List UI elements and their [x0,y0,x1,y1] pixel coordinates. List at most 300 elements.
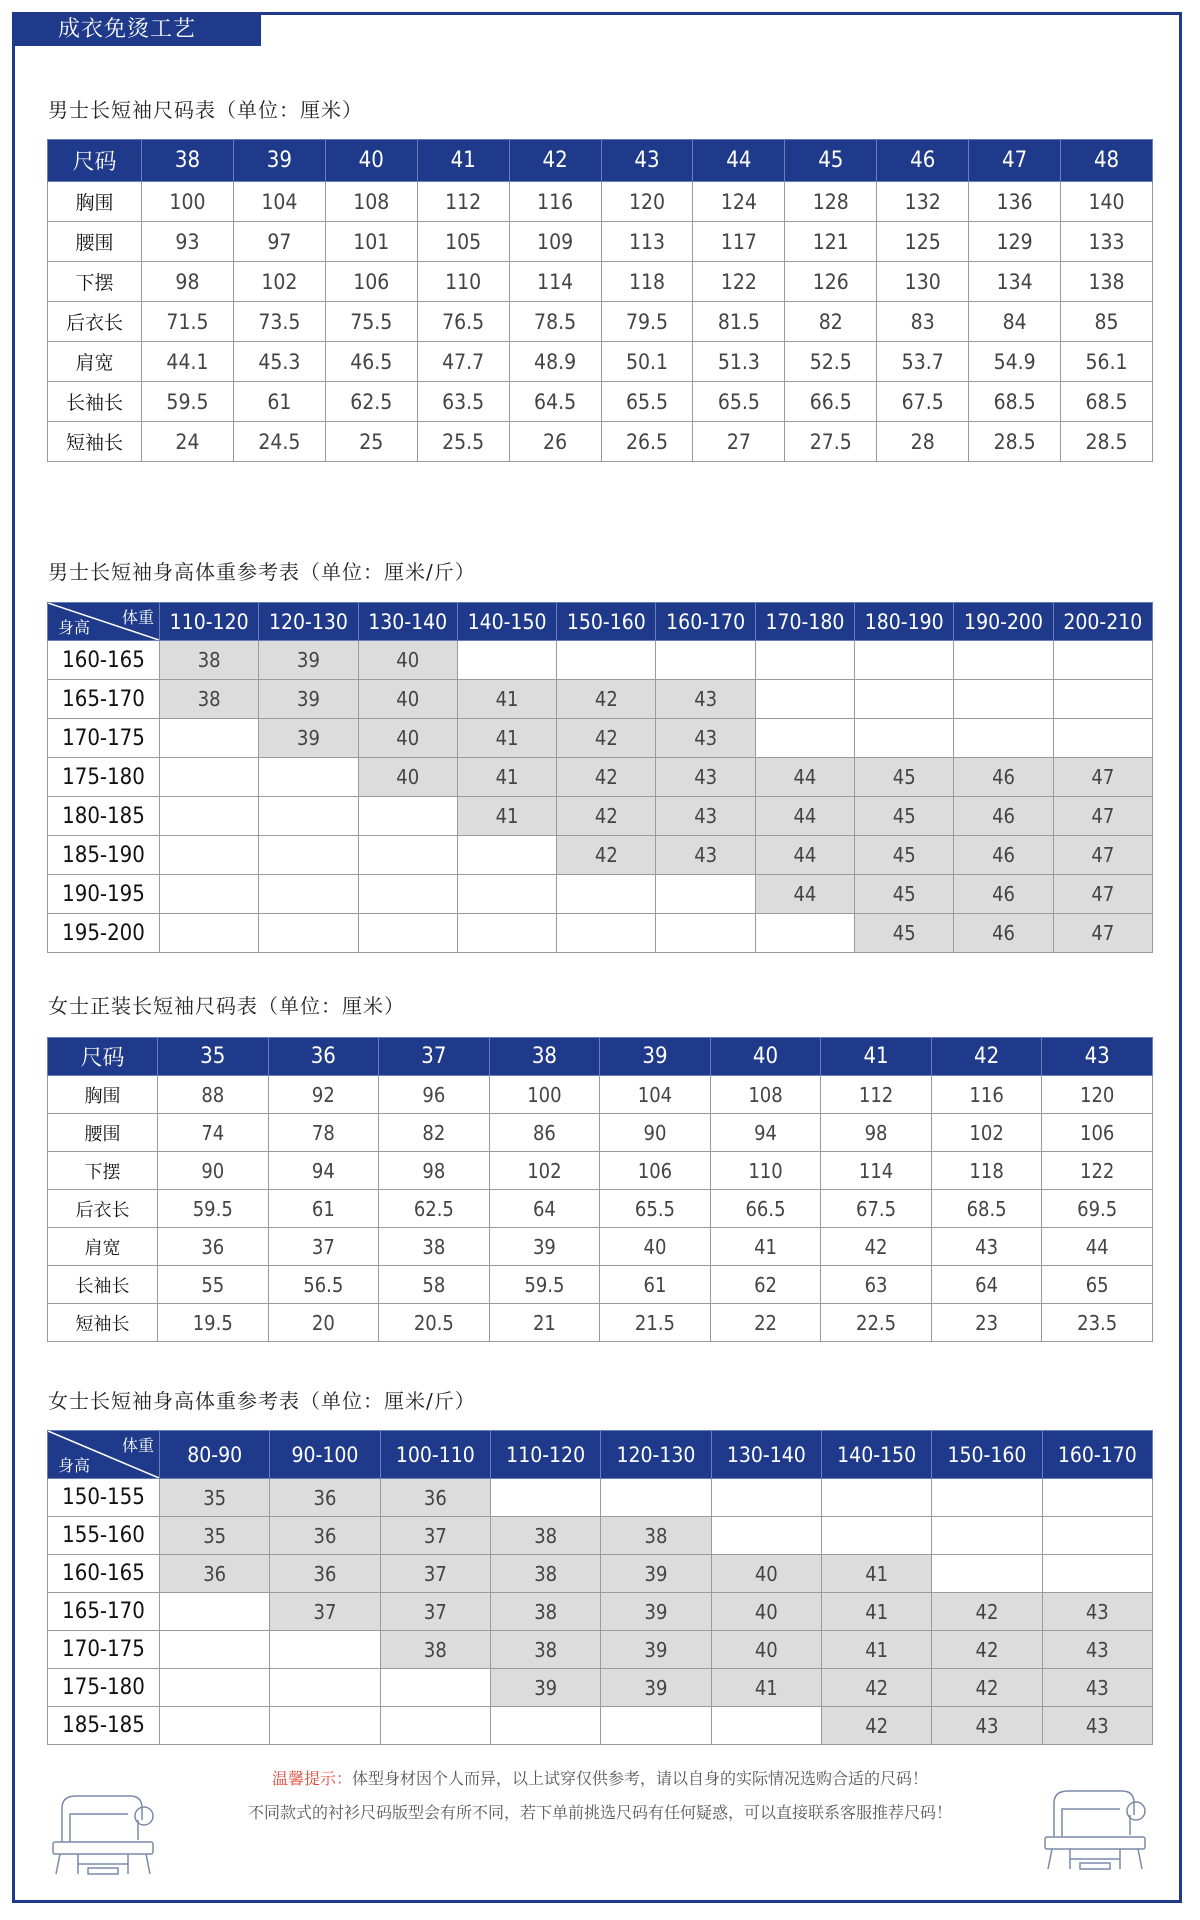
table-cell: 79.5 [601,302,693,342]
height-row-label: 175-180 [48,1669,160,1707]
corner-weight-label: 体重 [121,1436,154,1455]
row-label: 下摆 [48,1152,158,1190]
table-cell: 39 [601,1631,711,1669]
table-cell: 43 [656,680,755,719]
table-cell: 20 [268,1304,379,1342]
table-row [48,262,1153,302]
table-cell: 65.5 [600,1190,711,1228]
table-cell: 42 [821,1669,931,1707]
table-cell [711,1707,821,1745]
weight-column-header: 130-140 [358,603,457,641]
table-cell: 55 [158,1266,269,1304]
table-cell: 27.5 [785,422,877,462]
table-cell [270,1631,380,1669]
table-cell: 40 [358,758,457,797]
table-cell [1053,641,1152,680]
table-cell [1042,1479,1152,1517]
table-cell: 113 [601,222,693,262]
table-cell [755,641,854,680]
table-cell: 21.5 [600,1304,711,1342]
table-cell: 43 [1042,1669,1152,1707]
table-cell: 65 [1042,1266,1153,1304]
table-cell: 58 [379,1266,490,1304]
table-cell: 62 [710,1266,821,1304]
table-cell: 44 [755,836,854,875]
table-cell [656,875,755,914]
row-label: 短袖长 [48,422,142,462]
row-label: 后衣长 [48,302,142,342]
height-row-label: 150-155 [48,1479,160,1517]
table-cell: 105 [417,222,509,262]
table-cell: 138 [1061,262,1153,302]
table-cell [160,914,259,953]
table-cell: 54.9 [969,342,1061,382]
table-cell: 39 [601,1555,711,1593]
table-cell: 24 [142,422,234,462]
table-cell [932,1555,1042,1593]
table-row [48,342,1153,382]
table-cell: 62.5 [325,382,417,422]
table-cell: 43 [656,758,755,797]
table-cell: 47.7 [417,342,509,382]
table-cell: 37 [380,1555,490,1593]
table-cell: 47 [1053,875,1152,914]
row-label: 肩宽 [48,342,142,382]
table-row [48,1669,1153,1707]
table-cell: 67.5 [821,1190,932,1228]
table-cell: 48.9 [509,342,601,382]
men-ref-title: 男士长短袖身高体重参考表（单位：厘米/斤） [48,560,476,584]
table-cell: 102 [931,1114,1042,1152]
table-cell: 20.5 [379,1304,490,1342]
table-cell: 24.5 [233,422,325,462]
table-row [48,680,1153,719]
table-cell: 22 [710,1304,821,1342]
table-cell: 73.5 [233,302,325,342]
table-cell [557,914,656,953]
table-cell: 42 [821,1228,932,1266]
table-cell [711,1517,821,1555]
weight-column-header: 160-170 [1042,1431,1152,1479]
size-column-header: 48 [1061,140,1153,182]
table-cell: 116 [931,1076,1042,1114]
height-row-label: 155-160 [48,1517,160,1555]
table-cell [711,1479,821,1517]
table-cell [160,1707,270,1745]
table-cell [1053,719,1152,758]
row-label: 长袖长 [48,1266,158,1304]
table-cell: 136 [969,182,1061,222]
table-cell: 28.5 [1061,422,1153,462]
table-cell [270,1707,380,1745]
table-row [48,1707,1153,1745]
table-cell [1042,1555,1152,1593]
table-cell: 41 [821,1593,931,1631]
table-cell [457,836,556,875]
table-row [48,222,1153,262]
weight-column-header: 190-200 [954,603,1053,641]
table-cell: 37 [268,1228,379,1266]
table-cell: 63 [821,1266,932,1304]
size-column-header: 43 [601,140,693,182]
table-cell: 64.5 [509,382,601,422]
corner-weight-label: 体重 [121,608,154,627]
table-cell: 41 [457,719,556,758]
table-cell: 104 [600,1076,711,1114]
row-label: 肩宽 [48,1228,158,1266]
size-column-header: 41 [821,1038,932,1076]
table-cell: 21 [489,1304,600,1342]
table-cell: 63.5 [417,382,509,422]
table-cell [259,836,358,875]
table-cell: 42 [932,1593,1042,1631]
size-head-label: 尺码 [48,140,142,182]
size-column-header: 40 [710,1038,821,1076]
table-cell: 38 [490,1555,600,1593]
table-cell: 28 [877,422,969,462]
table-cell: 120 [1042,1076,1153,1114]
height-row-label: 185-190 [48,836,160,875]
table-cell [656,641,755,680]
table-cell [160,875,259,914]
table-cell: 67.5 [877,382,969,422]
table-cell: 134 [969,262,1061,302]
corner-height-label: 身高 [58,1456,91,1475]
table-cell: 41 [457,680,556,719]
note-text-1: 体型身材因个人而异，以上试穿仅供参考，请以自身的实际情况选购合适的尺码！ [352,1769,929,1788]
table-cell: 68.5 [969,382,1061,422]
weight-column-header: 120-130 [259,603,358,641]
table-cell: 46 [954,875,1053,914]
women-size-table [47,1037,1153,1342]
table-cell: 100 [489,1076,600,1114]
weight-column-header: 150-160 [557,603,656,641]
table-cell: 23 [931,1304,1042,1342]
women-ref-table [47,1430,1153,1745]
size-column-header: 40 [325,140,417,182]
weight-column-header: 120-130 [601,1431,711,1479]
size-column-header: 44 [693,140,785,182]
table-cell: 133 [1061,222,1153,262]
table-cell [457,641,556,680]
table-cell: 39 [259,641,358,680]
table-cell: 94 [710,1114,821,1152]
weight-column-header: 90-100 [270,1431,380,1479]
weight-column-header: 110-120 [160,603,259,641]
table-cell [490,1479,600,1517]
table-cell: 68.5 [1061,382,1153,422]
table-cell [855,719,954,758]
size-column-header: 39 [600,1038,711,1076]
table-cell: 37 [380,1593,490,1631]
table-cell [954,680,1053,719]
table-cell [160,719,259,758]
height-row-label: 160-165 [48,1555,160,1593]
table-cell: 43 [656,719,755,758]
table-cell: 42 [557,797,656,836]
table-cell: 66.5 [785,382,877,422]
table-cell: 45 [855,758,954,797]
table-cell: 35 [160,1479,270,1517]
table-cell: 110 [710,1152,821,1190]
table-cell: 38 [490,1631,600,1669]
table-row [48,836,1153,875]
table-cell [1053,680,1152,719]
table-cell [490,1707,600,1745]
table-cell: 104 [233,182,325,222]
table-row [48,1593,1153,1631]
table-cell: 44 [755,758,854,797]
table-cell: 45 [855,914,954,953]
table-row [48,1114,1153,1152]
table-cell: 25 [325,422,417,462]
table-cell: 56.5 [268,1266,379,1304]
table-row [48,182,1153,222]
table-cell: 120 [601,182,693,222]
table-cell: 121 [785,222,877,262]
size-column-header: 43 [1042,1038,1153,1076]
table-cell: 71.5 [142,302,234,342]
height-row-label: 195-200 [48,914,160,953]
men-size-table [47,139,1153,462]
table-cell: 64 [489,1190,600,1228]
table-cell: 83 [877,302,969,342]
table-cell: 88 [158,1076,269,1114]
table-row [48,422,1153,462]
table-row [48,1266,1153,1304]
table-cell: 93 [142,222,234,262]
height-row-label: 180-185 [48,797,160,836]
table-cell [932,1517,1042,1555]
table-cell: 125 [877,222,969,262]
table-row [48,914,1153,953]
table-cell: 23.5 [1042,1304,1153,1342]
table-cell: 59.5 [142,382,234,422]
table-cell: 46 [954,836,1053,875]
table-cell: 38 [601,1517,711,1555]
table-cell: 40 [711,1593,821,1631]
table-cell: 40 [600,1228,711,1266]
weight-column-header: 180-190 [855,603,954,641]
table-cell: 27 [693,422,785,462]
table-cell: 41 [457,758,556,797]
row-label: 胸围 [48,1076,158,1114]
table-cell: 117 [693,222,785,262]
table-cell [954,641,1053,680]
table-cell: 100 [142,182,234,222]
table-cell: 118 [601,262,693,302]
table-cell: 64 [931,1266,1042,1304]
table-cell: 41 [710,1228,821,1266]
table-cell: 47 [1053,797,1152,836]
table-cell: 90 [600,1114,711,1152]
table-cell [259,914,358,953]
weight-column-header: 160-170 [656,603,755,641]
table-cell: 97 [233,222,325,262]
table-cell [160,1669,270,1707]
table-cell: 82 [379,1114,490,1152]
size-column-header: 47 [969,140,1061,182]
weight-column-header: 130-140 [711,1431,821,1479]
table-cell: 52.5 [785,342,877,382]
size-column-header: 42 [931,1038,1042,1076]
table-cell: 102 [489,1152,600,1190]
table-cell: 85 [1061,302,1153,342]
table-cell: 75.5 [325,302,417,342]
table-cell: 61 [600,1266,711,1304]
table-cell [358,797,457,836]
size-column-header: 46 [877,140,969,182]
table-cell: 36 [158,1228,269,1266]
table-cell: 106 [600,1152,711,1190]
row-label: 腰围 [48,1114,158,1152]
table-row [48,1555,1153,1593]
table-cell [270,1669,380,1707]
table-cell: 44 [1042,1228,1153,1266]
table-cell: 59.5 [489,1266,600,1304]
table-cell: 40 [711,1555,821,1593]
women-ref-title: 女士长短袖身高体重参考表（单位：厘米/斤） [48,1389,476,1413]
table-cell: 43 [932,1707,1042,1745]
table-cell: 41 [821,1631,931,1669]
table-cell: 128 [785,182,877,222]
table-cell: 114 [509,262,601,302]
table-cell [855,680,954,719]
table-cell [656,914,755,953]
note-warm-label: 温馨提示： [271,1769,352,1788]
table-cell: 53.7 [877,342,969,382]
table-cell: 36 [270,1555,380,1593]
table-cell [954,719,1053,758]
table-cell: 140 [1061,182,1153,222]
table-cell: 90 [158,1152,269,1190]
table-cell: 98 [142,262,234,302]
table-cell: 41 [711,1669,821,1707]
row-label: 胸围 [48,182,142,222]
table-cell: 19.5 [158,1304,269,1342]
table-cell: 43 [1042,1707,1152,1745]
weight-column-header: 140-150 [821,1431,931,1479]
corner-height-label: 身高 [58,618,91,637]
table-cell: 96 [379,1076,490,1114]
height-row-label: 170-175 [48,1631,160,1669]
table-cell: 42 [557,836,656,875]
table-cell [358,875,457,914]
table-cell: 114 [821,1152,932,1190]
table-cell: 43 [931,1228,1042,1266]
table-cell: 110 [417,262,509,302]
weight-column-header: 100-110 [380,1431,490,1479]
table-cell: 122 [693,262,785,302]
table-cell: 78.5 [509,302,601,342]
table-cell: 26.5 [601,422,693,462]
table-cell: 76.5 [417,302,509,342]
table-cell: 108 [710,1076,821,1114]
table-cell [755,914,854,953]
weight-column-header: 150-160 [932,1431,1042,1479]
table-cell: 39 [259,680,358,719]
weight-column-header: 200-210 [1053,603,1152,641]
table-cell: 78 [268,1114,379,1152]
table-cell: 39 [601,1593,711,1631]
table-cell: 36 [380,1479,490,1517]
size-column-header: 41 [417,140,509,182]
table-row [48,758,1153,797]
table-cell [601,1479,711,1517]
table-cell: 28.5 [969,422,1061,462]
table-row [48,1479,1153,1517]
table-cell [932,1479,1042,1517]
table-cell [259,875,358,914]
table-row [48,302,1153,342]
table-cell: 35 [160,1517,270,1555]
table-cell: 45 [855,797,954,836]
size-column-header: 37 [379,1038,490,1076]
table-cell: 41 [457,797,556,836]
table-cell: 62.5 [379,1190,490,1228]
note-line-2: 不同款式的衬衫尺码版型会有所不同，若下单前挑选尺码有任何疑惑，可以直接联系客服推荐尺码！ [247,1803,952,1822]
table-cell: 69.5 [1042,1190,1153,1228]
table-cell: 43 [656,836,755,875]
size-column-header: 38 [142,140,234,182]
height-row-label: 170-175 [48,719,160,758]
table-cell: 36 [160,1555,270,1593]
table-cell: 47 [1053,914,1152,953]
table-cell [601,1707,711,1745]
table-cell: 112 [417,182,509,222]
size-head-label: 尺码 [48,1038,158,1076]
table-cell [160,836,259,875]
table-cell: 56.1 [1061,342,1153,382]
table-cell: 130 [877,262,969,302]
table-cell: 129 [969,222,1061,262]
table-cell: 82 [785,302,877,342]
size-column-header: 39 [233,140,325,182]
table-cell: 51.3 [693,342,785,382]
table-cell [259,758,358,797]
table-cell: 50.1 [601,342,693,382]
table-cell: 65.5 [693,382,785,422]
table-cell: 84 [969,302,1061,342]
table-row [48,1076,1153,1114]
table-cell [457,914,556,953]
table-cell: 45 [855,836,954,875]
table-cell: 112 [821,1076,932,1114]
table-cell: 25.5 [417,422,509,462]
table-row [48,1190,1153,1228]
table-cell: 106 [325,262,417,302]
table-cell: 43 [656,797,755,836]
sewing-machine-icon [1040,1770,1150,1878]
table-cell: 38 [380,1631,490,1669]
table-cell: 65.5 [601,382,693,422]
height-row-label: 190-195 [48,875,160,914]
table-cell [358,836,457,875]
table-cell: 44.1 [142,342,234,382]
table-cell: 44 [755,875,854,914]
height-row-label: 165-170 [48,680,160,719]
table-cell: 43 [1042,1593,1152,1631]
table-row [48,1517,1153,1555]
size-column-header: 38 [489,1038,600,1076]
table-cell: 40 [711,1631,821,1669]
table-cell: 22.5 [821,1304,932,1342]
table-cell [821,1479,931,1517]
table-row [48,1152,1153,1190]
table-cell: 39 [601,1669,711,1707]
table-cell [557,875,656,914]
table-cell [1042,1517,1152,1555]
